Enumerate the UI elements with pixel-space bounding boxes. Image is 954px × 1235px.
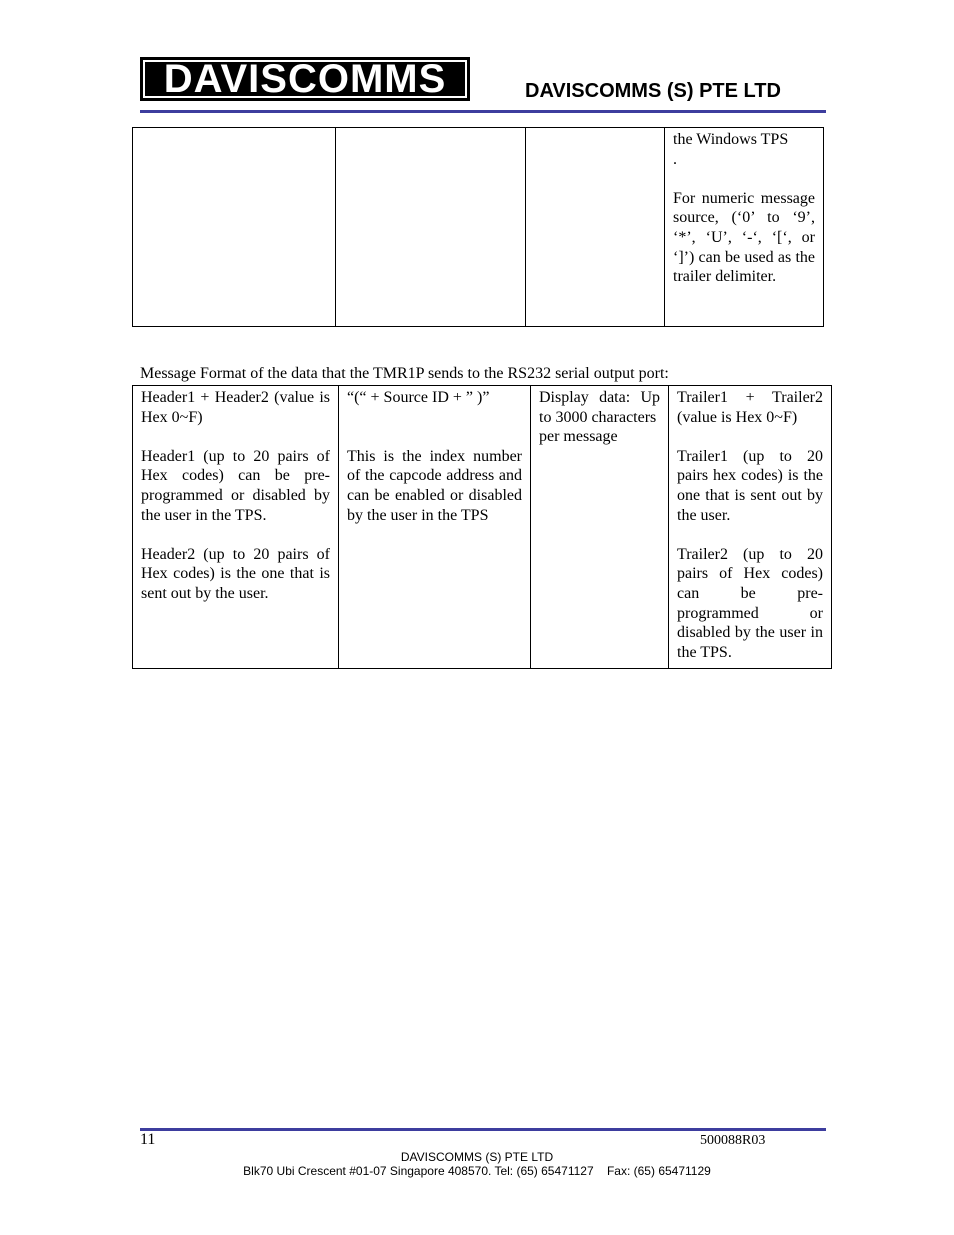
cell-text: per message: [539, 428, 618, 446]
footer-address: Blk70 Ubi Crescent #01-07 Singapore 408570. Tel: (65) 65471127 Fax: (65) 65471129: [243, 1164, 711, 1178]
table-caption: Message Format of the data that the TMR1P sends to the RS232 serial output port:: [140, 365, 669, 382]
table-row: [133, 386, 832, 669]
continued-table: [132, 127, 824, 327]
document-id: 500088R03: [700, 1133, 766, 1148]
footer-rule: [140, 1128, 826, 1131]
cell-text: Trailer1 (up to 20 pairs hex codes) is the one that is sent out by the user.: [677, 447, 823, 524]
table-cell: [526, 128, 665, 327]
message-format-table: [132, 385, 832, 669]
cell-text: Header1 (up to 20 pairs of Hex codes) can be pre-programmed or disabled by the user in the TPS.: [141, 447, 330, 524]
header-cell: [133, 386, 339, 669]
logo-text: DAVISCOMMS: [163, 56, 447, 101]
cell-text: “(“ + Source ID + ” )”: [347, 389, 490, 406]
cell-text: For numeric message source, (‘0’ to ‘9’, ‘*’, ‘U’, ‘-‘, ‘[‘, or ‘]’) can be used as the trailer delimiter.: [673, 189, 815, 286]
header-company-name: DAVISCOMMS (S) PTE LTD: [525, 80, 781, 102]
table-cell: [336, 128, 526, 327]
table-row: [133, 128, 824, 327]
table-cell: [133, 128, 336, 327]
footer-company-name: DAVISCOMMS (S) PTE LTD: [400, 1150, 554, 1164]
cell-text: This is the index number of the capcode address and can be enabled or disabled by the user in the TPS: [347, 447, 522, 524]
source-id-cell: [339, 386, 531, 669]
cell-text: Display data: Up to 3000 characters: [539, 389, 660, 426]
trailer-cell: [669, 386, 832, 669]
header-rule: [140, 110, 826, 113]
cell-text: Trailer1 + Trailer2 (value is Hex 0~F): [677, 389, 823, 426]
table-cell: [665, 128, 824, 327]
display-data-cell: [531, 386, 669, 669]
company-logo: [140, 57, 470, 101]
cell-text: Header1 + Header2 (value is Hex 0~F): [141, 389, 330, 426]
cell-text: Header2 (up to 20 pairs of Hex codes) is the one that is sent out by the user.: [141, 545, 330, 602]
page-number: 11: [140, 1131, 156, 1148]
cell-text: Trailer2 (up to 20 pairs of Hex codes) can be pre-programmed or disabled by the user in the TPS.: [677, 545, 823, 661]
cell-text: the Windows TPS .: [673, 131, 789, 168]
